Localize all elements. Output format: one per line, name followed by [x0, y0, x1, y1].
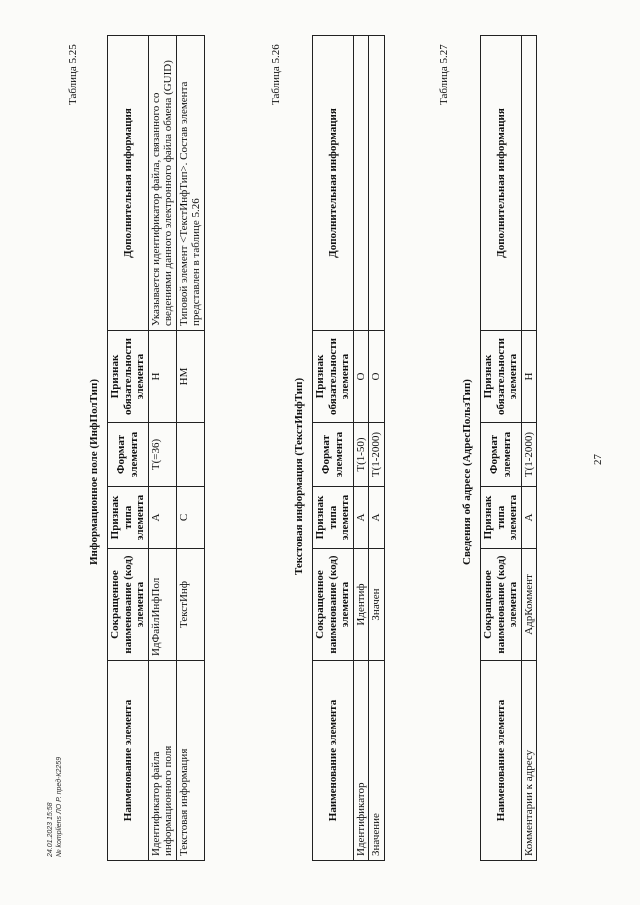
cell-format: Т(1-2000) [369, 423, 385, 487]
table-row [353, 36, 369, 861]
table-row [369, 36, 385, 861]
header-cell: Наименование элемента [313, 661, 354, 861]
cell-code: Значен [369, 549, 385, 661]
header-cell: Признак типа элемента [313, 487, 354, 549]
cell-type: А [369, 487, 385, 549]
table-5-26-label: Таблица 5.26 [270, 44, 282, 105]
cell-code: АдрКоммент [521, 549, 537, 661]
header-cell: Формат элемента [313, 423, 354, 487]
header-cell: Дополнительная информация [481, 36, 522, 331]
header-cell: Признак обязательности элемента [481, 331, 522, 423]
cell-info [353, 36, 369, 331]
cell-element-name: Идентификатор файла информационного поля [148, 661, 176, 861]
cell-code: ИдФайлИнфПол [148, 549, 176, 661]
cell-required: О [353, 331, 369, 423]
header-cell: Наименование элемента [481, 661, 522, 861]
cell-info [369, 36, 385, 331]
table-header-row [313, 36, 354, 861]
signature-stamp [47, 757, 64, 857]
cell-format: Т(=36) [148, 423, 176, 487]
cell-code: Идентиф [353, 549, 369, 661]
header-cell: Формат элемента [481, 423, 522, 487]
table-5-25 [107, 35, 205, 861]
header-cell: Сокращенное наименование (код) элемента [481, 549, 522, 661]
cell-required: О [369, 331, 385, 423]
header-cell: Сокращенное наименование (код) элемента [108, 549, 149, 661]
cell-type: А [148, 487, 176, 549]
header-cell: Признак обязательности элемента [313, 331, 354, 423]
cell-code: ТекстИнф [176, 549, 204, 661]
table-5-25-label: Таблица 5.25 [67, 44, 79, 105]
table-5-27 [480, 35, 537, 861]
table-header-row [108, 36, 149, 861]
stamp-date: 24.01.2023 15:58 [47, 802, 54, 857]
cell-element-name: Комментарии к адресу [521, 661, 537, 861]
cell-required: Н [148, 331, 176, 423]
cell-type: А [353, 487, 369, 549]
header-cell: Сокращенное наименование (код) элемента [313, 549, 354, 661]
header-cell: Признак типа элемента [481, 487, 522, 549]
cell-type: С [176, 487, 204, 549]
cell-element-name: Идентификатор [353, 661, 369, 861]
header-cell: Признак обязательности элемента [108, 331, 149, 423]
cell-info: Типовой элемент <ТекстИнфТип>. Состав элемента представлен в таблице 5.26 [176, 36, 204, 331]
cell-required: Н [521, 331, 537, 423]
header-cell: Формат элемента [108, 423, 149, 487]
header-cell: Дополнительная информация [108, 36, 149, 331]
cell-type: А [521, 487, 537, 549]
page-number: 27 [592, 454, 604, 465]
table-row [176, 36, 204, 861]
cell-format: Т(1-50) [353, 423, 369, 487]
cell-format: Т(1-2000) [521, 423, 537, 487]
cell-element-name: Текстовая информация [176, 661, 204, 861]
table-5-25-title: Информационное поле (ИнфПолТип) [88, 378, 100, 565]
table-row [521, 36, 537, 861]
table-5-27-title: Сведения об адресе (АдресПользТип) [461, 379, 473, 565]
table-5-26 [312, 35, 385, 861]
table-5-26-title: Текстовая информация (ТекстИнфТип) [293, 377, 305, 575]
cell-format [176, 423, 204, 487]
cell-element-name: Значение [369, 661, 385, 861]
cell-info [521, 36, 537, 331]
table-row [148, 36, 176, 861]
cell-required: НМ [176, 331, 204, 423]
stamp-id: № kompliens ЛО Р. пред-К2259 [55, 756, 63, 857]
table-header-row [481, 36, 522, 861]
header-cell: Признак типа элемента [108, 487, 149, 549]
cell-info: Указывается идентификатор файла, связанного со сведениями данного электронного файла обмена (GUID) [148, 36, 176, 331]
header-cell: Наименование элемента [108, 661, 149, 861]
table-5-27-label: Таблица 5.27 [438, 44, 450, 105]
header-cell: Дополнительная информация [313, 36, 354, 331]
